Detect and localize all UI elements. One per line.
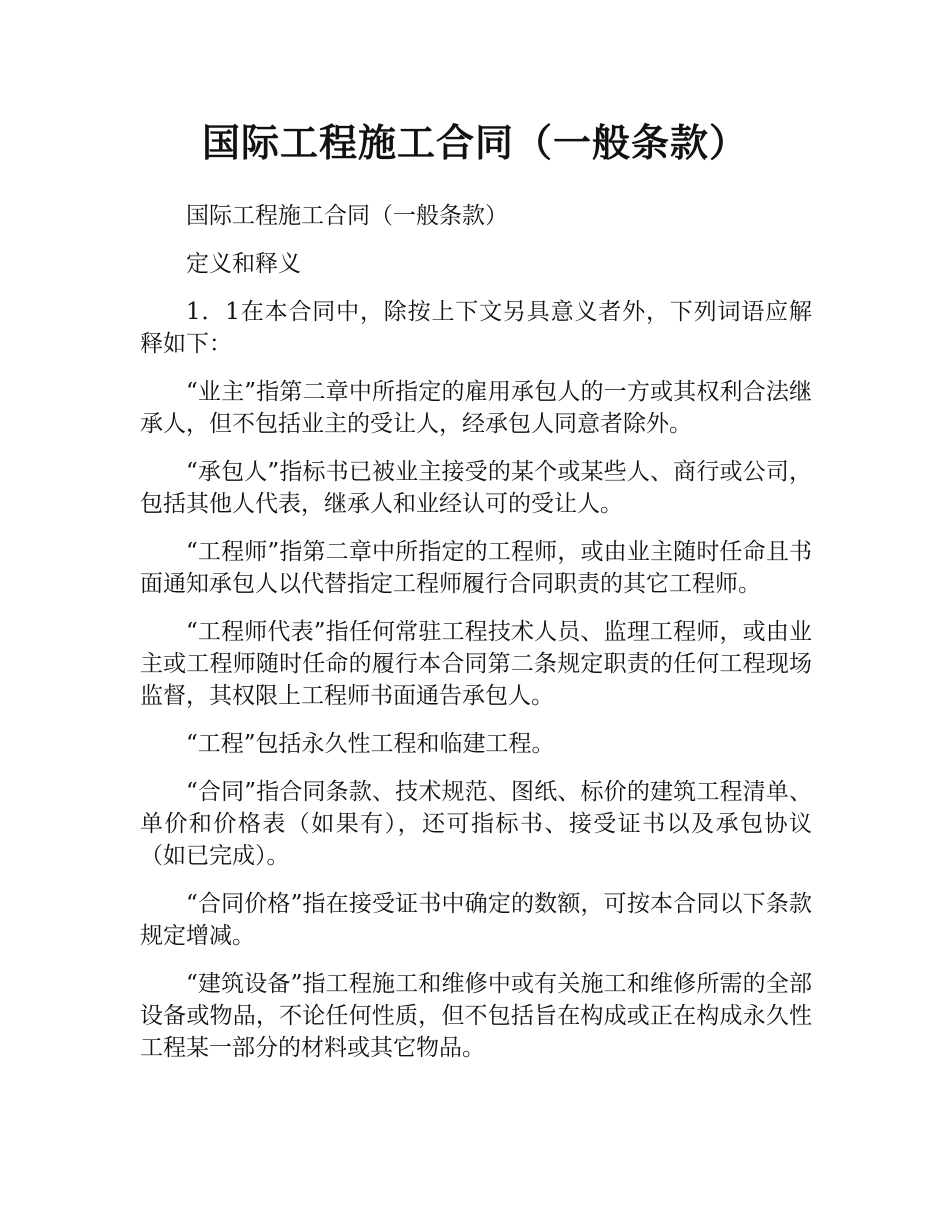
paragraph-subtitle: 国际工程施工合同（一般条款） bbox=[186, 203, 508, 229]
paragraph-clause-1-1: 1．1在本合同中，除按上下文另具意义者外，下列词语应解释如下： bbox=[140, 299, 812, 357]
document-title: 国际工程施工合同（一般条款） bbox=[201, 121, 748, 165]
paragraph-definition-contractor: “承包人”指标书已被业主接受的某个或某些人、商行或公司，包括其他人代表，继承人和业经认可的受让人。 bbox=[140, 459, 812, 517]
paragraph-definition-engineer-representative: “工程师代表”指任何常驻工程技术人员、监理工程师，或由业主或工程师随时任命的履行本合同第二条规定职责的任何工程现场监督，其权限上工程师书面通告承包人。 bbox=[140, 619, 812, 709]
paragraph-definition-contract: “合同”指合同条款、技术规范、图纸、标价的建筑工程清单、单价和价格表（如果有），还可指标书、接受证书以及承包协议（如已完成）。 bbox=[140, 779, 812, 869]
paragraph-definition-constructional-plant: “建筑设备”指工程施工和维修中或有关施工和维修所需的全部设备或物品，不论任何性质，但不包括旨在构成或正在构成永久性工程某一部分的材料或其它物品。 bbox=[140, 971, 812, 1061]
paragraph-definition-works: “工程”包括永久性工程和临建工程。 bbox=[186, 731, 555, 757]
document-body bbox=[140, 200, 812, 1080]
paragraph-definition-contract-price: “合同价格”指在接受证书中确定的数额，可按本合同以下条款规定增减。 bbox=[140, 891, 812, 949]
paragraph-definition-engineer: “工程师”指第二章中所指定的工程师，或由业主随时任命且书面通知承包人以代替指定工程师履行合同职责的其它工程师。 bbox=[140, 539, 812, 597]
paragraph-section-heading: 定义和释义 bbox=[186, 251, 301, 277]
paragraph-definition-owner: “业主”指第二章中所指定的雇用承包人的一方或其权利合法继承人，但不包括业主的受让人，经承包人同意者除外。 bbox=[140, 379, 812, 437]
